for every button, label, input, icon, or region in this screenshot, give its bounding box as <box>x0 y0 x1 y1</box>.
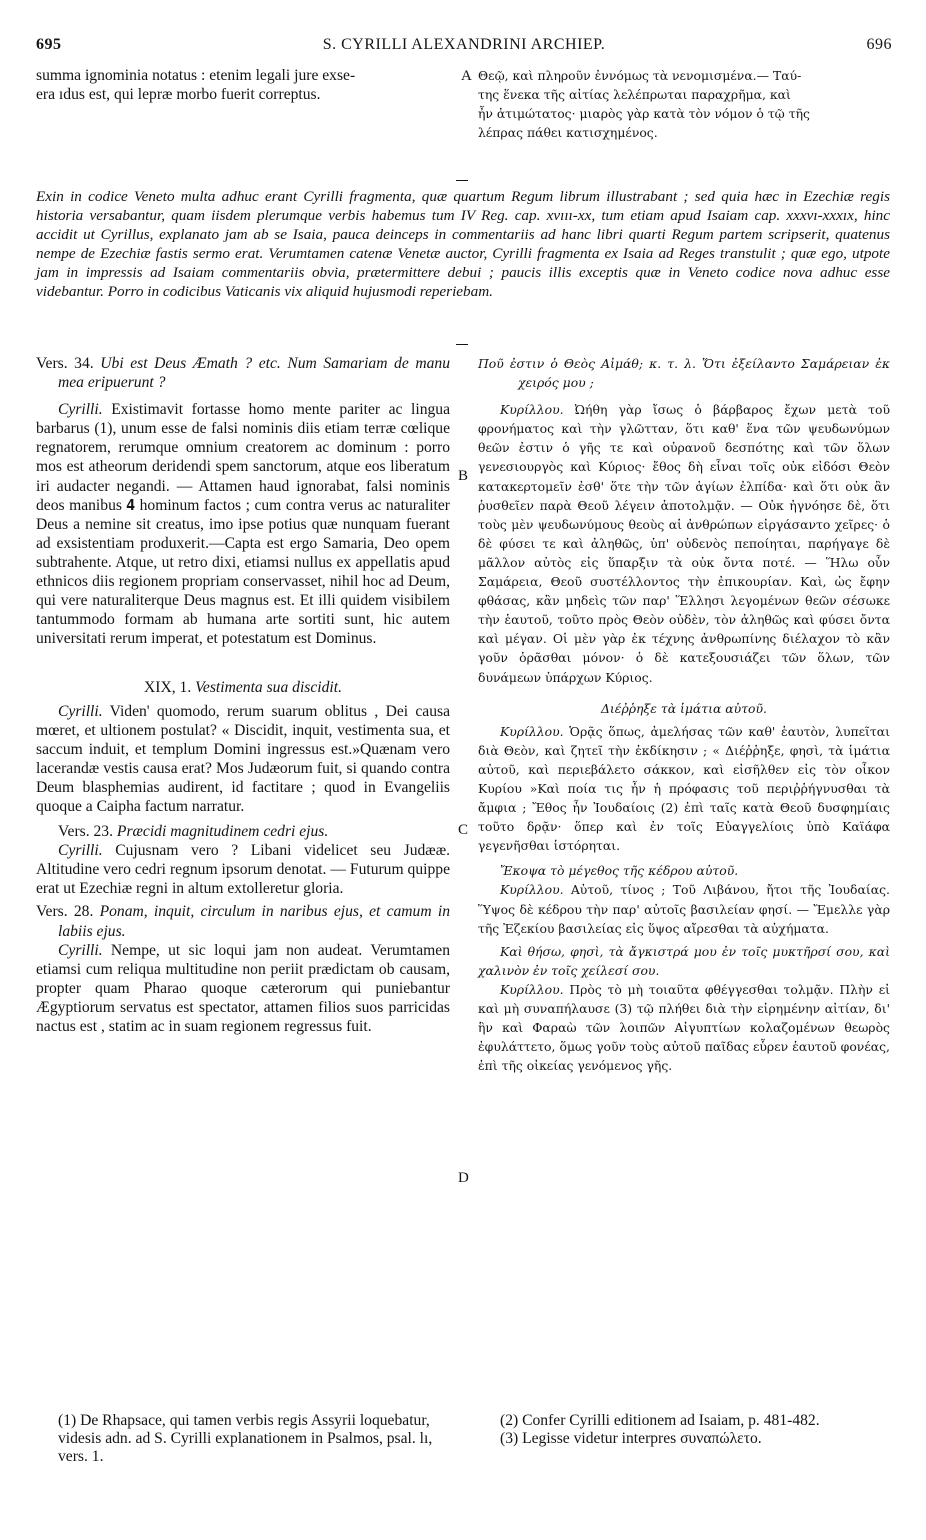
section-divider <box>456 344 468 345</box>
commentary-paragraph <box>36 941 450 1036</box>
left-page-number: 695 <box>36 36 62 53</box>
verse-label: Vers. 34. <box>36 355 94 372</box>
footnotes-right <box>500 1412 892 1448</box>
commentary-text: Ὁρᾷς ὅπως, ἀμελήσας τῶν καθ' ἑαυτὸν, λυπεῖται διὰ Θεὸν, καὶ ζητεῖ τὴν ἐκδίκησιν ; « Διέῤῥηξε, φησὶ, τὰ ἱμάτια αὐτοῦ, καὶ περιεβάλετο σάκκον, καὶ εἰσῆλθεν εἰς τὸν οἶκον Κυρίου »Καὶ ποία τις ἦν ἡ πρόφασις τοῦ περιῤῥήγνυσθαι τὰ ἄμφια ; Ἔθος ἦν Ἰουδαίοις (2) ἐπὶ ταῖς κατὰ Θεοῦ δυσφημίαις τοῦτο δρᾷν· ὅπερ καὶ ἐν τοῖς Εὐαγγελίοις ὑπὸ Καϊάφα γεγενῆσθαι ἱστόρηται. <box>478 723 890 854</box>
top-greek-text <box>478 66 890 142</box>
latin-column <box>36 354 450 1036</box>
footnote-left: (1) De Rhapsace, qui tamen verbis regis Assyrii loquebatur, videsis adn. ad S. Cyrilli explanationem in Psalmos, psal. lı, vers. 1. <box>58 1412 433 1465</box>
verse-heading: Καὶ θήσω, φησὶ, τὰ ἄγκιστρά μου ἐν τοῖς μυκτῆρσί σου, καὶ χαλινὸν ἐν τοῖς χείλεσί σου. <box>478 943 890 978</box>
verse-heading <box>36 354 450 392</box>
verse-label: XIX, 1. <box>144 679 192 697</box>
commentary-text: Αὐτοῦ, τίνος ; Τοῦ Λιβάνου, ἤτοι τῆς Ἰουδαίας. Ὕψος δὲ κέδρου τὴν παρ' αὐτοῖς βασιλείαν φησί. — Ἔμελλε γὰρ τῆς Ἐζεκίου βασιλείας εἰς ὕψος αἴρεσθαι τὰ αὐχήματα. <box>478 882 890 936</box>
author-label: Κυρίλλου. <box>500 723 564 739</box>
commentary-paragraph <box>478 722 890 856</box>
author-label: Κυρίλλου. <box>500 882 564 898</box>
top-greek-line: Θεῷ, καὶ πληροῦν ἐννόμως τὰ νενομισμένα.— Ταύ- <box>478 68 802 83</box>
editor-note: Exin in codice Veneto multa adhuc erant Cyrilli fragmenta, quæ quartum Regum librum illustrabant ; sed quia hæc in Ezechiæ regis historia versabantur, quam iisdem plerumque verbis habemus tum IV Reg. cap. xvııı-xx, tum etiam apud Isaiam cap. xxxvı-xxxıx, hinc accidit ut Cyrillus, explanato jam ab se Isaia, pauca deinceps in commentariis ad hanc libri quarti Regum partem scripserit, quatenus nempe de Ezechiæ fastis sermo erat. Verumtamen catenæ Venetæ auctor, Cyrilli fragmenta ex Isaia ad Reges transtulit ; quæ ego, utpote jam in impressis ad Isaiam commentariis obvia, prætermittere debui ; paucis illis exceptis quæ in Veneto codice nova adhuc esse videbantur. Porro in codicibus Vaticanis vix aliquid hujusmodi reperiebam. <box>36 188 890 300</box>
author-label: Cyrilli. <box>58 941 103 959</box>
margin-letter-d: D <box>458 1170 469 1186</box>
page-title: S. CYRILLI ALEXANDRINI ARCHIEP. <box>322 36 606 53</box>
margin-letter-a: A <box>461 68 472 84</box>
top-latin-line: era ıdus est, qui lepræ morbo fuerit correptus. <box>36 86 321 104</box>
verse-label: Vers. 28. <box>36 903 94 921</box>
footnote: (2) Confer Cyrilli editionem ad Isaiam, p. 481-482. <box>500 1412 820 1429</box>
commentary-paragraph <box>478 400 890 686</box>
author-label: Cyrilli. <box>58 842 103 860</box>
running-header <box>36 36 892 58</box>
commentary-text: Cujusnam vero ? Libani videlicet seu Judææ. Altitudine vero cedri regnum ipsorum denotat. — Futurum quippe erat ut Ezechiæ regni in altum extolleretur gloria. <box>36 842 450 898</box>
commentary-text: Nempe, ut sic loqui jam non audeat. Verumtamen etiamsi cum reliqua multitudine non periit prædictam ob causam, propter quam Pharao quoque cæterorum qui puniebantur Ægyptiorum servatus est spectator, attamen filios suos parricidas nactus est , statim ac in suam regionem regressus fuit. <box>36 941 450 1035</box>
commentary-paragraph <box>478 880 890 937</box>
commentary-text: Πρὸς τὸ μὴ τοιαῦτα φθέγγεσθαι τολμᾷν. Πλὴν εἰ καὶ μὴ συναπήλαυσε (3) τῷ πλήθει διὰ τὴν εἰρημένην αἰτίαν, δι' ἣν καὶ Φαραὼ τῶν λοιπῶν Αἰγυπτίων κολαζομένων θεωρὸς ἐφυλάττετο, ὅμως γοῦν τοὺς αὐτοῦ παῖδας εὗρεν ἑαυτοῦ φονέας, ἐπὶ τῆς οἰκείας γενόμενος γῆς. <box>478 981 890 1074</box>
margin-letter-b: B <box>458 468 469 484</box>
verse-label: Vers. 23. <box>58 823 114 841</box>
verse-text: Vestimenta sua discidit. <box>195 679 342 697</box>
margin-letter-c: C <box>458 822 469 838</box>
top-greek-line: της ἕνεκα τῆς αἰτίας λελέπρωται παραχρῆμα, καὶ <box>478 87 791 103</box>
verse-heading <box>36 902 450 940</box>
verse-text: Ubi est Deus Æmath ? etc. Num Samariam de manu mea eripuerunt ? <box>58 355 450 392</box>
verse-heading: Ποῦ ἐστιν ὁ Θεὸς Αἰμάθ; κ. τ. λ. Ὅτι ἐξείλαντο Σαμάρειαν ἐκ χειρός μου ; <box>478 356 890 391</box>
verse-text: Præcidi magnitudinem cedri ejus. <box>116 823 329 841</box>
top-greek-line: λέπρας πάθει κατισχημένος. <box>478 125 658 141</box>
verse-heading <box>36 822 450 841</box>
footnote: (3) Legisse videtur interpres συναπώλετο. <box>500 1430 762 1447</box>
author-label: Cyrilli. <box>58 702 103 720</box>
verse-heading <box>36 678 450 697</box>
commentary-paragraph <box>36 400 450 648</box>
top-latin-text <box>36 66 456 104</box>
greek-column <box>478 354 890 1075</box>
commentary-paragraph <box>478 980 890 1075</box>
author-label: Κυρίλλου. <box>500 402 564 418</box>
verse-heading: Ἔκοψα τὸ μέγεθος τῆς κέδρου αὐτοῦ. <box>500 863 739 879</box>
top-greek-line: ἦν ἀτιμώτατος· μιαρὸς γὰρ κατὰ τὸν νόμον ὁ τῷ τῆς <box>478 106 810 122</box>
commentary-paragraph <box>36 702 450 817</box>
right-page-number: 696 <box>866 36 892 53</box>
verse-heading: Διέῤῥηξε τὰ ἱμάτια αὐτοῦ. <box>600 700 767 716</box>
top-latin-line: summa ignominia notatus : etenim legali jure exse- <box>36 67 356 84</box>
commentary-paragraph <box>36 841 450 898</box>
commentary-text: Ὠήθη γὰρ ἴσως ὁ βάρβαρος ἔχων μετὰ τοῦ φρονήματος καὶ τὴν γλῶτταν, ὅτι καθ' ἕνα τῶν ψευδωνύμων θεῶν ἐστιν ὁ γῆς τε καὶ οὐρανοῦ δεσπότης καὶ τῶν ὅλων γενεσιουργὸς καὶ Κύριος· ἔθος δὴ εἶναι τοῖς οὐκ εἰδόσι Θεὸν κατακερτομεῖν ἐσθ' ὅτε τὴν τῶν ἁγίων ἐλπίδα· καὶ ὅτι οὐκ ἂν ῥυσθεῖεν παρὰ Θεοῦ λέγειν ἀποτολμᾷν. — Οὐκ ἠγνόησε δὲ, ὅτι τοὺς μὲν ψευδωνύμους θεοὺς αἱ ἀνθρώπων εἰργάσαντο χεῖρες· ὁ δὲ φύσει τε καὶ ἀληθῶς, ὑπ' οὐδενὸς πεποίηται, παρήγαγε δὲ μᾶλλον αὐτὸς εἰς ὕπαρξιν τὰ οὐκ ὄντα ποτέ. — Ἥλω οὖν Σαμάρεια, Θεοῦ συστέλλοντος τὴν ἐπικουρίαν. Καὶ, ὡς ἔφην φθάσας, κἂν μηδεὶς τῶν παρ' Ἕλλησι λεγομένων θεῶν σέσωκε τὴν ἑαυτοῦ, τοῦτο πρὸς Θεὸν οὐδὲν, τὸν ἀληθῶς καὶ φύσει ὄντα καὶ μέγαν. Οἱ μὲν γὰρ ἐκ τέχνης ἀνθρωπίνης διέλαχον τὸ κἂν γοῦν ὁρᾶσθαι μόνον· ὁ δὲ κατεξουσιάζει τῶν ὅλων, τῶν δυνάμεων ὑπάρχων Κύριος. <box>478 402 890 685</box>
verse-text: Ponam, inquit, circulum in naribus ejus, et camum in labiis ejus. <box>58 903 450 940</box>
author-label: Κυρίλλου. <box>500 981 564 997</box>
commentary-text: Viden' quomodo, rerum suarum oblitus , Dei causa mœret, et ultionem postulat? « Discidit, inquit, vestimenta sua, et saccum induit, et templum Domini ingressus est.»Quænam vero lacerandæ vestis causa erat? Mos Judæorum fuit, si quando contra Deum blasphemias audirent, id factitare ; quod in Evangeliis quoque a Caipha factum narratur. <box>36 702 450 815</box>
commentary-text: Existimavit fortasse homo mente pariter ac lingua barbarus (1), unum esse de falsi nominis diis etiam terræ cœlique regnatorem, rerumque omnium creatorem ac dominum : porro mos est atheorum deridendi spem sanctorum, atque eos liberatum iri audacter negandi. — Attamen haud ignorabat, falsi nominis deos manibus 𝟒 hominum factos ; cum contra verus ac naturaliter Deus a nemine sit creatus, imo ipse potius quæ nunquam fuerant ad exsistentiam produxerit.—Capta est ergo Samaria, Deo opem subtrahente. Atque, ut retro dixi, etiamsi nullus ex appellatis apud ethnicos diis regionem propriam conservasset, nihil hoc ad Deum, qui vere naturaliterque Deus magnus est. Et illi quidem visibilem tantummodo formam ab humana arte sortiti sunt, hic autem universitati rerum imperat, et potestatum est Dominus. <box>36 401 451 648</box>
author-label: Cyrilli. <box>58 401 103 419</box>
section-divider <box>456 180 468 181</box>
